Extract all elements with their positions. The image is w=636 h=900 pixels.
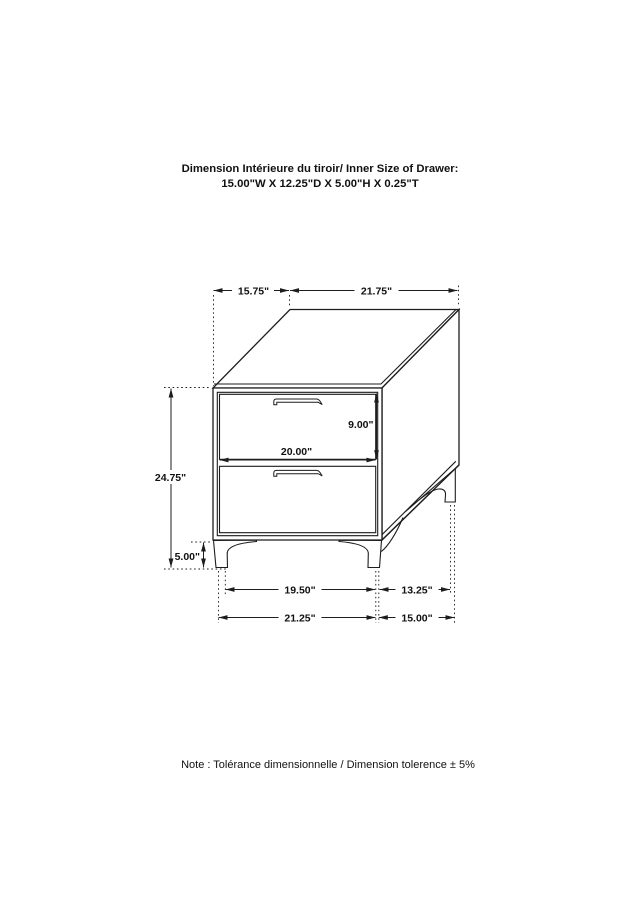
dim-label-leg-height: 5.00" xyxy=(174,551,200,563)
dim-label-top-width: 21.75" xyxy=(360,285,393,298)
dim-label-base-side-depth: 15.00" xyxy=(401,612,433,625)
dim-label-side-leg-spacing: 13.25" xyxy=(401,584,433,597)
dim-label-top-depth: 15.75" xyxy=(237,285,270,298)
dim-label-front-width: 20.00" xyxy=(280,446,313,458)
title-line-1: Dimension Intérieure du tiroir/ Inner Size of Drawer: xyxy=(181,163,459,175)
title-line-2: 15.00"W X 12.25"D X 5.00"H X 0.25"T xyxy=(221,178,419,190)
dim-label-base-front-width: 21.25" xyxy=(284,612,316,625)
dim-label-drawer-height: 9.00" xyxy=(348,419,374,431)
tolerance-note: Note : Tolérance dimensionnelle / Dimension tolerence ± 5% xyxy=(181,759,475,771)
front-frame-outer xyxy=(213,388,382,540)
dim-label-overall-height: 24.75" xyxy=(154,472,187,484)
dim-label-front-leg-spacing: 19.50" xyxy=(284,584,316,597)
